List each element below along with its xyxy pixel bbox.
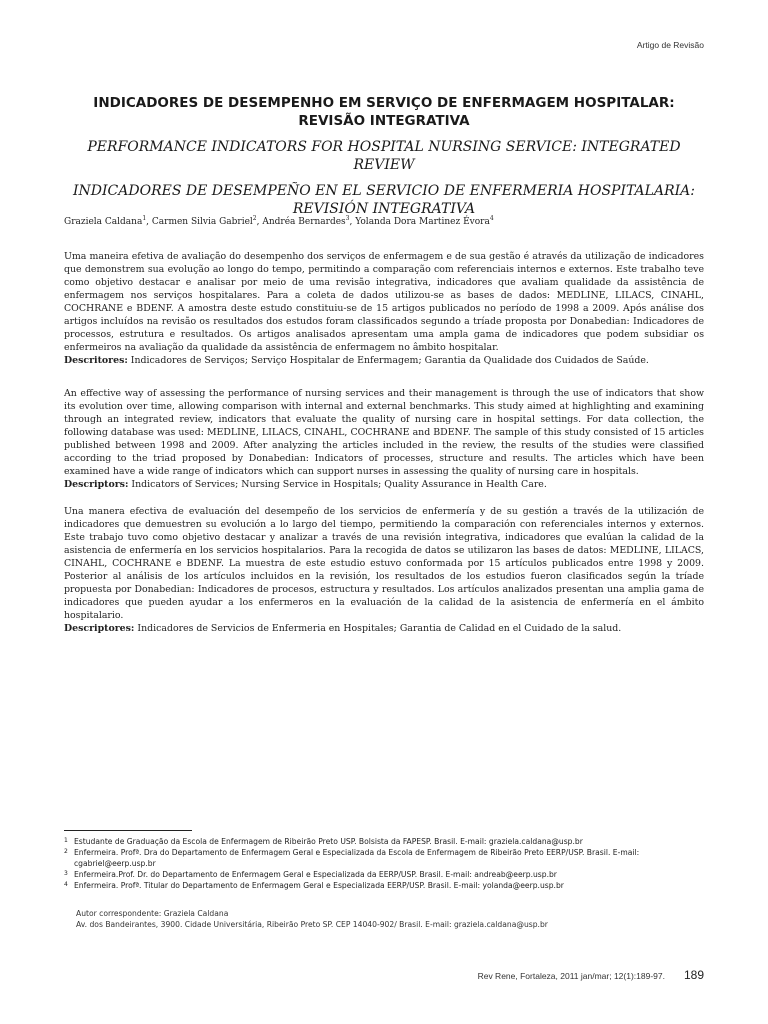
footnote-text: Enfermeira. Profª. Dra do Departamento de Enfermagem Geral e Especializada da Escola de Enfermagem de Ribeirão Preto EERP/USP. Brasil. E-mail: cgabriel@eerp.usp.br bbox=[74, 848, 640, 868]
author-ref: 4 bbox=[489, 215, 494, 222]
title-es-line2: REVISIÓN INTEGRATIVA bbox=[292, 201, 476, 217]
abstract-english bbox=[64, 387, 704, 491]
keywords-label: Descriptors: bbox=[64, 479, 129, 490]
footnote-number: 3 bbox=[64, 870, 68, 877]
corresponding-author-address: Av. dos Bandeirantes, 3900. Cidade Universitária, Ribeirão Preto SP. CEP 14040-902/ Brasil. E-mail: graziela.caldana@usp.br bbox=[76, 920, 548, 929]
author-name: Yolanda Dora Martinez Évora bbox=[355, 217, 490, 227]
abstract-portuguese bbox=[64, 250, 704, 367]
abstract-text: Una manera efectiva de evaluación del desempeño de los servicios de enfermería y de su gestión a través de la utilización de indicadores que demuestren su evolución a lo largo del tiempo, permitiendo la comparación con referenciales internos y externos. Este trabajo tuvo como objetivo destacar y analizar a través de una revisión integrativa, indicadores que evalúan la calidad de la asistencia de enfermería en los servicios hospitalarios. Para la recogida de datos se utilizaron las bases de datos: MEDLINE, LILACS, CINAHL, COCHRANE e BDENF. La muestra de este estudio estuvo conformada por 15 artículos publicados entre 1998 y 2009. Posterior al análisis de los artículos incluidos en la revisión, los resultados de los estudios fueron clasificados según la tríade propuesta por Donabedian: Indicadores de procesos, estructura y resultados. Los artículos analizados presentan una amplia gama de indicadores que pueden ayudar a los enfermeros en la evaluación de la calidad de la asistencia de enfermería en el ámbito hospitalario. bbox=[64, 506, 704, 621]
footnote-text: Estudante de Graduação da Escola de Enfermagem de Ribeirão Preto USP. Bolsista da FAPESP. Brasil. E-mail: graziela.caldana@usp.br bbox=[74, 837, 583, 846]
footnote-item bbox=[64, 836, 706, 847]
title-english: PERFORMANCE INDICATORS FOR HOSPITAL NURSING SERVICE: INTEGRATED REVIEW bbox=[87, 139, 681, 173]
footnote-number: 1 bbox=[64, 837, 68, 844]
title-portuguese bbox=[60, 94, 708, 130]
keywords-text: Indicadores de Serviços; Serviço Hospitalar de Enfermagem; Garantia da Qualidade dos Cuidados de Saúde. bbox=[130, 355, 649, 366]
footnote-divider bbox=[64, 830, 192, 831]
abstract-spanish bbox=[64, 505, 704, 635]
title-pt-line1: INDICADORES DE DESEMPENHO EM SERVIÇO DE ENFERMAGEM HOSPITALAR: bbox=[93, 95, 675, 111]
footnote-number: 2 bbox=[64, 848, 68, 855]
corresponding-author bbox=[76, 908, 548, 930]
abstract-text: An effective way of assessing the performance of nursing services and their management is through the use of indicators that show its evolution over time, allowing comparison with internal and external benchmarks. This study aimed at highlighting and examining through an integrated review, indicators that evaluate the quality of nursing care in hospital settings. For data collection, the following database was used: MEDLINE, LILACS, CINAHL, COCHRANE and BDENF. The sample of this study consisted of 15 articles published between 1998 and 2009. After analyzing the articles included in the review, the results of the studies were classified according to the triad proposed by Donabedian: Indicators of processes, structure and results. The articles which have been examined have a wide range of indicators which can support nurses in assessing the quality of nursing care in hospitals. bbox=[64, 388, 704, 477]
author-ref: 2 bbox=[252, 215, 257, 222]
footnote-text: Enfermeira. Profª. Titular do Departamento de Enfermagem Geral e Especializada EERP/USP. Brasil. E-mail: yolanda@eerp.usp.br bbox=[74, 881, 564, 890]
footnote-item bbox=[64, 869, 706, 880]
author-name: Andréa Bernardes bbox=[262, 217, 346, 227]
title-es-line1: INDICADORES DE DESEMPEÑO EN EL SERVICIO DE ENFERMERIA HOSPITALARIA: bbox=[73, 183, 695, 199]
author-name: Carmen Silvia Gabriel bbox=[151, 217, 253, 227]
title-spanish bbox=[60, 182, 708, 218]
author-ref: 3 bbox=[345, 215, 350, 222]
journal-reference: Rev Rene, Fortaleza, 2011 jan/mar; 12(1):189-97. bbox=[477, 971, 665, 981]
footnote-number: 4 bbox=[64, 881, 68, 888]
footnote-text: Enfermeira.Prof. Dr. do Departamento de Enfermagem Geral e Especializada da EERP/USP. Brasil. E-mail: andreab@eerp.usp.br bbox=[74, 870, 557, 879]
keywords-text: Indicators of Services; Nursing Service in Hospitals; Quality Assurance in Health Care. bbox=[131, 479, 547, 490]
section-label: Artigo de Revisão bbox=[636, 40, 704, 50]
title-block bbox=[60, 94, 708, 218]
author-ref: 1 bbox=[142, 215, 147, 222]
corresponding-author-name: Autor correspondente: Graziela Caldana bbox=[76, 909, 229, 918]
footnotes bbox=[64, 836, 706, 891]
keywords-label: Descriptores: bbox=[64, 623, 135, 634]
footnote-item bbox=[64, 880, 706, 891]
page-number: 189 bbox=[683, 968, 704, 982]
author-list: Graziela Caldana$^1$, Carmen Silvia Gabriel$^2$, Andréa Bernardes$^3$, Yolanda Dora Martinez Évora$^4$ bbox=[64, 215, 494, 227]
title-pt-line2: REVISÃO INTEGRATIVA bbox=[298, 113, 470, 129]
keywords-label: Descritores: bbox=[64, 355, 128, 366]
author-name: Graziela Caldana bbox=[64, 217, 143, 227]
keywords-text: Indicadores de Servicios de Enfermeria en Hospitales; Garantia de Calidad en el Cuidado de la salud. bbox=[137, 623, 622, 634]
abstract-text: Uma maneira efetiva de avaliação do desempenho dos serviços de enfermagem e de sua gestão é através da utilização de indicadores que demonstrem sua evolução ao longo do tempo, permitindo a comparação com referenciais internos e externos. Este trabalho teve como objetivo destacar e analisar por meio de uma revisão integrativa, indicadores que avaliam qualidade da assistência de enfermagem nos serviços hospitalares. Para a coleta de dados utilizou-se as bases de dados: MEDLINE, LILACS, CINAHL, COCHRANE e BDENF. A amostra deste estudo constituiu-se de 15 artigos publicados no período de 1998 a 2009. Após análise dos artigos incluídos na revisão os resultados dos estudos foram classificados segundo a tríade proposta por Donabedian: Indicadores de processos, estrutura e resultados. Os artigos analisados apresentam uma ampla gama de indicadores que podem subsidiar os enfermeiros na avaliação da qualidade da assistência de enfermagem no âmbito hospitalar. bbox=[64, 251, 704, 353]
footnote-item bbox=[64, 847, 706, 869]
